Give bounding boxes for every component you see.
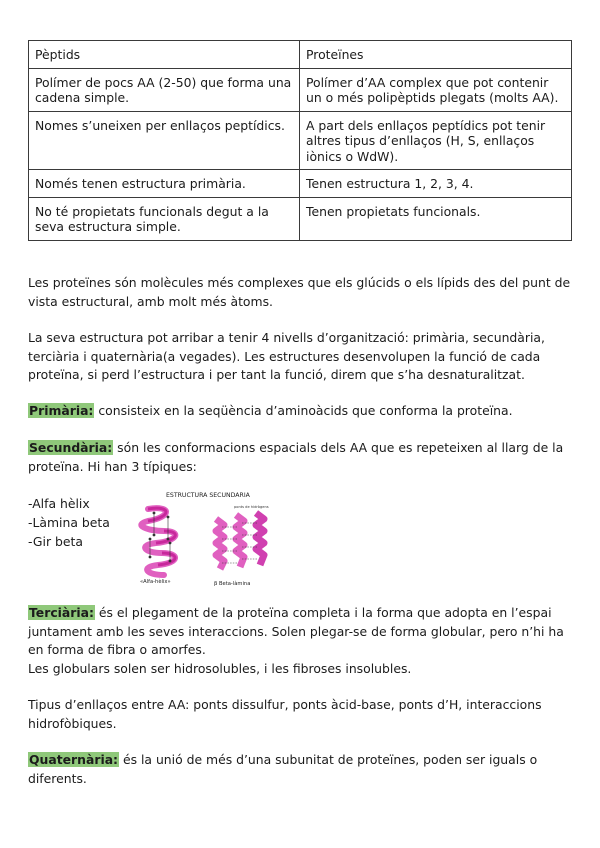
table-row [29,170,572,198]
terciaria-label: Terciària: [29,605,94,620]
alpha-helix-caption: «Alfa-hèlix» [140,579,171,585]
list-item: -Alfa hèlix [28,496,90,511]
table-cell: Només tenen estructura primària. [29,170,300,198]
secondary-structure-illustration [134,487,284,589]
terciaria-line2: Les globulars solen ser hidrosolubles, i les fibroses insolubles. [28,660,412,676]
table-cell: Tenen estructura 1, 2, 3, 4. [300,170,572,198]
table-cell: Polímer d’AA complex que pot contenir un o més polipèptids plegats (molts AA). [300,68,572,111]
beta-sheet-caption: β Beta-làmina [214,581,251,587]
terciaria-paragraph [28,604,574,678]
table-cell: Nomes s’uneixen per enllaços peptídics. [29,111,300,170]
table-cell: A part dels enllaços peptídics pot tenir altres tipus d’enllaços (H, S, enllaços iònics o WdW). [300,111,572,170]
quaternaria-text: és la unió de més d’una subunitat de proteïnes, poden ser iguals o diferents. [28,752,538,786]
table-row [29,197,572,240]
terciaria-text: és el plegament de la proteïna completa i la forma que adopta en l’espai juntament amb les seves interaccions. Solen plegar-se de forma globular, pero n’hi ha en forma de fibra o amorfes. [28,605,564,657]
table-header-cell: Pèptids [29,41,300,69]
figure-title: ESTRUCTURA SECUNDARIA [166,492,250,499]
enllacos-paragraph: Tipus d’enllaços entre AA: ponts dissulfur, ponts àcid-base, ponts d’H, interaccions hidrofòbiques. [28,697,542,731]
table-row [29,111,572,170]
intro-paragraph: Les proteïnes són molècules més complexes que els glúcids o els lípids des del punt de vista estructural, amb molt més àtoms. [28,275,571,309]
quaternaria-paragraph [28,751,574,788]
secundaria-paragraph [28,439,574,476]
quaternaria-label: Quaternària: [29,752,119,767]
table-header-row [29,41,572,69]
levels-paragraph: La seva estructura pot arribar a tenir 4 nivells d’organització: primària, secundària, terciària i quaternària(a vegades). Les estructures desenvolupen la funció de cada proteïna, si perd l’estructura i per tant la funció, direm que s’ha desnaturalitzat. [28,330,545,382]
secundaria-text: són les conformacions espacials dels AA que es repeteixen al llarg de la proteïna. Hi han 3 típiques: [28,440,564,474]
primaria-text: consisteix en la seqüència d’aminoàcids que conforma la proteïna. [94,403,513,418]
primaria-paragraph [28,402,574,421]
table-header-cell: Proteïnes [300,41,572,69]
hydrogen-bonds-label: ponts de hidrògens [234,505,269,509]
table-cell: Tenen propietats funcionals. [300,197,572,240]
table-cell: Polímer de pocs AA (2-50) que forma una cadena simple. [29,68,300,111]
secundaria-label: Secundària: [29,440,113,455]
list-item: -Làmina beta [28,515,110,530]
primaria-label: Primària: [29,403,94,418]
secundaria-list [28,494,110,551]
list-item: -Gir beta [28,534,83,549]
table-row [29,68,572,111]
comparison-table [28,40,572,241]
table-cell: No té propietats funcionals degut a la seva estructura simple. [29,197,300,240]
